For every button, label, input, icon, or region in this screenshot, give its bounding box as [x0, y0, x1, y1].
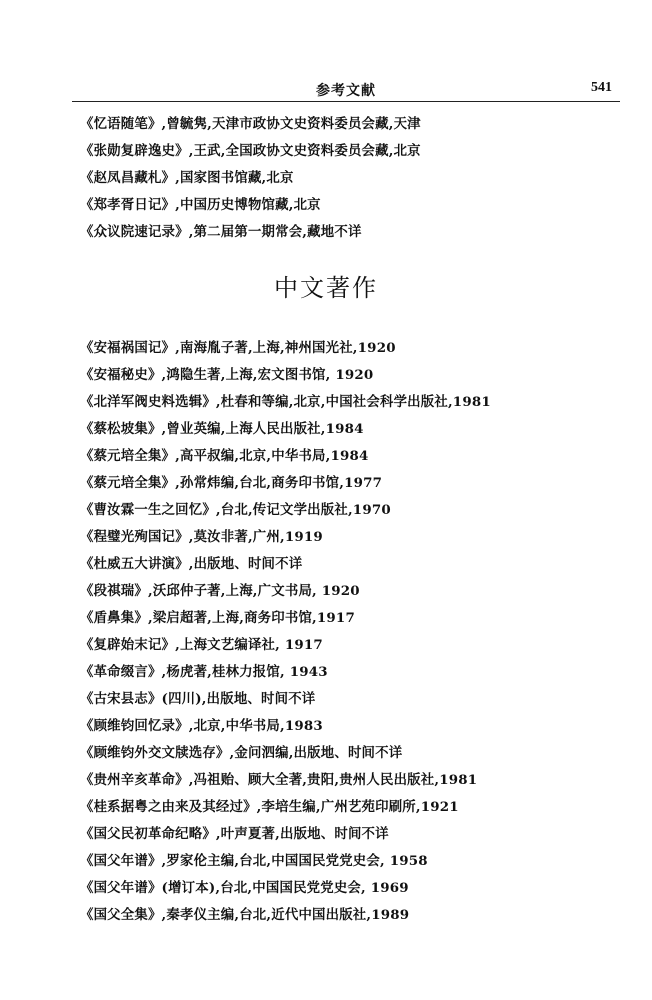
reference-entry: 《蔡元培全集》,高平叔编,北京,中华书局,1984 — [80, 448, 369, 464]
reference-entry: 《桂系据粤之由来及其经过》,李培生编,广州艺苑印刷所,1921 — [80, 799, 459, 815]
reference-entry: 《众议院速记录》,第二届第一期常会,藏地不详 — [80, 224, 362, 240]
reference-entry: 《杜威五大讲演》,出版地、时间不详 — [80, 556, 303, 572]
running-header-title: 参考文献 — [316, 83, 376, 99]
reference-entry: 《安福祸国记》,南海胤子著,上海,神州国光社,1920 — [80, 340, 396, 356]
reference-entry: 《复辟始末记》,上海文艺编译社, 1917 — [80, 637, 323, 653]
reference-entry: 《顾维钧回忆录》,北京,中华书局,1983 — [80, 718, 323, 734]
archival-sources-list — [80, 111, 620, 246]
running-header — [72, 80, 620, 102]
reference-entry: 《曹汝霖一生之回忆》,台北,传记文学出版社,1970 — [80, 502, 391, 518]
reference-entry: 《国父年谱》(增订本),台北,中国国民党党史会, 1969 — [80, 880, 409, 896]
reference-entry: 《郑孝胥日记》,中国历史博物馆藏,北京 — [80, 197, 321, 213]
reference-entry: 《顾维钧外交文牍选存》,金问泗编,出版地、时间不详 — [80, 745, 403, 761]
page-number: 541 — [591, 80, 612, 95]
section-heading: 中文著作 — [274, 274, 378, 302]
reference-entry: 《赵凤昌藏札》,国家图书馆藏,北京 — [80, 170, 294, 186]
reference-entry: 《张勋复辟逸史》,王武,全国政协文史资料委员会藏,北京 — [80, 143, 421, 159]
reference-entry: 《蔡元培全集》,孙常炜编,台北,商务印书馆,1977 — [80, 475, 383, 491]
header-rule — [72, 101, 620, 102]
reference-entry: 《程璧光殉国记》,莫汝非著,广州,1919 — [80, 529, 323, 545]
reference-entry: 《贵州辛亥革命》,冯祖贻、顾大全著,贵阳,贵州人民出版社,1981 — [80, 772, 478, 788]
reference-entry: 《段祺瑞》,沃邱仲子著,上海,广文书局, 1920 — [80, 583, 360, 599]
reference-entry: 《古宋县志》(四川),出版地、时间不详 — [80, 691, 316, 707]
reference-entry: 《国父全集》,秦孝仪主编,台北,近代中国出版社,1989 — [80, 907, 410, 923]
reference-entry: 《革命缀言》,杨虎著,桂林力报馆, 1943 — [80, 664, 328, 680]
chinese-works-list — [80, 335, 620, 929]
reference-entry: 《忆语随笔》,曾毓隽,天津市政协文史资料委员会藏,天津 — [80, 116, 421, 132]
reference-entry: 《国父民初革命纪略》,叶声夏著,出版地、时间不详 — [80, 826, 389, 842]
reference-entry: 《国父年谱》,罗家伦主编,台北,中国国民党党史会, 1958 — [80, 853, 428, 869]
reference-entry: 《安福秘史》,鸿隐生著,上海,宏文图书馆, 1920 — [80, 367, 374, 383]
reference-entry: 《蔡松坡集》,曾业英编,上海人民出版社,1984 — [80, 421, 364, 437]
reference-entry: 《盾鼻集》,梁启超著,上海,商务印书馆,1917 — [80, 610, 355, 626]
reference-entry: 《北洋军阀史料选辑》,杜春和等编,北京,中国社会科学出版社,1981 — [80, 394, 491, 410]
